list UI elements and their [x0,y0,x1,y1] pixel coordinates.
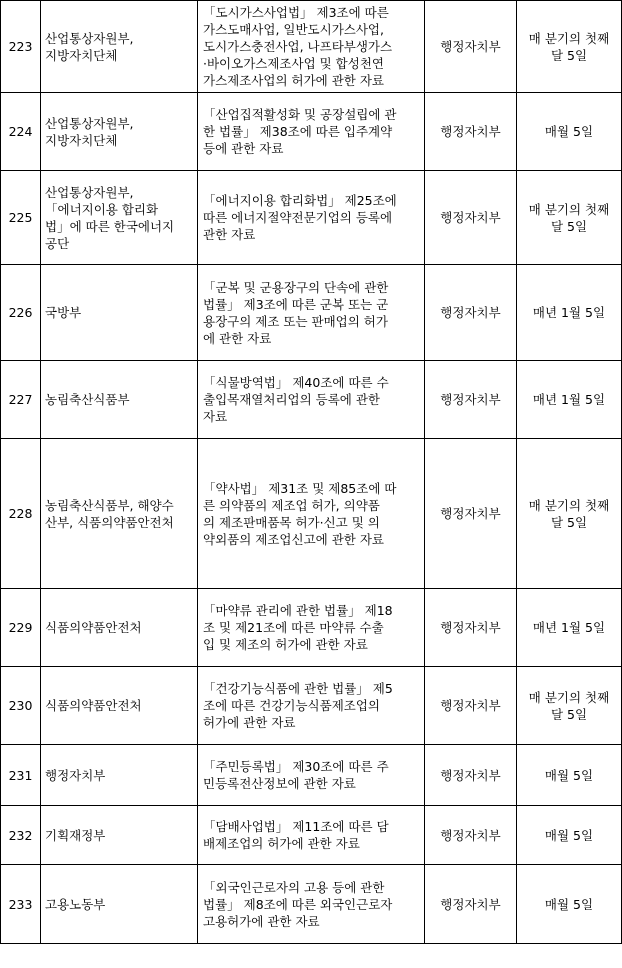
source-organization [41,667,198,745]
row-number: 230 [1,667,41,745]
provision-period [517,745,622,806]
data-description [198,361,425,439]
receiving-agency: 행정자치부 [425,265,517,361]
provision-period-line: 매년 1월 5일 [532,392,606,407]
row-number: 223 [1,1,41,93]
row-number: 229 [1,589,41,667]
data-description-line: 의 제조판매품목 허가·신고 및 의 [203,514,380,530]
data-description [198,865,425,944]
source-organization-line: 법」에 따른 한국에너지 [45,218,175,234]
source-organization [41,93,198,171]
data-description-line: 「약사법」 제31조 및 제85조에 따 [203,480,397,496]
receiving-agency: 행정자치부 [425,745,517,806]
source-organization [41,806,198,865]
provision-period [517,171,622,265]
provision-period-line: 매 분기의 첫째 [528,689,610,705]
data-description-line: 가스도매사업, 일반도시가스사업, [203,22,384,37]
receiving-agency: 행정자치부 [425,667,517,745]
table-row [1,589,622,667]
source-organization-line: 산업통상자원부, [45,184,134,200]
row-number: 225 [1,171,41,265]
data-description [198,745,425,806]
data-description-line: 「담배사업법」 제11조에 따른 담 [203,819,389,834]
data-description [198,1,425,93]
receiving-agency: 행정자치부 [425,1,517,93]
source-organization [41,439,198,589]
provision-period [517,589,622,667]
table-row [1,1,622,93]
source-organization-line: 행정자치부 [45,767,106,783]
source-organization [41,1,198,93]
source-organization [41,361,198,439]
provision-period [517,865,622,944]
receiving-agency: 행정자치부 [425,806,517,865]
provision-period-line: 매 분기의 첫째 [528,30,610,46]
table-row [1,745,622,806]
receiving-agency: 행정자치부 [425,439,517,589]
data-description-line: 「도시가스사업법」 제3조에 따른 [203,5,389,20]
table-row [1,667,622,745]
data-description-line: 허가에 관한 자료 [203,715,296,730]
data-description-line: 른 의약품의 제조업 허가, 의약품 [203,497,380,513]
provision-period [517,361,622,439]
data-description-line: 「산업집적활성화 및 공장설립에 관 [203,107,397,122]
data-description-line: 도시가스충전사업, 나프타부생가스 [203,39,393,54]
provision-period [517,806,622,865]
data-description-line: 「식물방역법」 제40조에 따른 수 [203,375,389,390]
data-description-line: 민등록전산정보에 관한 자료 [203,776,356,791]
data-description-line: 법률」 제8조에 따른 외국인근로자 [203,896,393,912]
data-description-line: 에 관한 자료 [203,330,272,346]
receiving-agency: 행정자치부 [425,361,517,439]
row-number: 224 [1,93,41,171]
source-organization-line: 농림축산식품부, 해양수 [45,497,174,513]
source-organization-line: 산업통상자원부, [45,30,134,46]
provision-period-line: 달 5일 [550,706,588,722]
data-description-line: 조에 따른 건강기능식품제조업의 [203,698,380,713]
data-description [198,265,425,361]
data-description [198,589,425,667]
table-row [1,439,622,589]
source-organization-line: 산부, 식품의약품안전처 [45,514,174,530]
data-description-line: 자료 [203,409,228,424]
provision-period [517,667,622,745]
source-organization-line: 「에너지이용 합리화 [45,201,159,217]
source-organization-line: 고용노동부 [45,896,106,912]
source-organization-line: 공단 [45,235,70,251]
source-organization [41,171,198,265]
data-description [198,806,425,865]
provision-period [517,93,622,171]
provision-period-line: 매월 5일 [544,827,594,843]
data-description-line: 등에 관한 자료 [203,141,284,156]
receiving-agency: 행정자치부 [425,589,517,667]
row-number: 228 [1,439,41,589]
receiving-agency: 행정자치부 [425,865,517,944]
data-description-line: 입 및 제조의 허가에 관한 자료 [203,637,368,652]
source-organization [41,265,198,361]
source-organization-line: 지방자치단체 [45,47,118,63]
data-description [198,93,425,171]
source-organization-line: 기획재정부 [45,827,106,843]
table-row [1,265,622,361]
data-description-line: 「건강기능식품에 관한 법률」 제5 [203,681,393,696]
source-organization [41,589,198,667]
provision-period-line: 매년 1월 5일 [532,620,606,635]
source-organization [41,865,198,944]
data-description-line: 「외국인근로자의 고용 등에 관한 [203,879,385,895]
table-row [1,171,622,265]
table-row [1,806,622,865]
source-organization [41,745,198,806]
provision-period-line: 달 5일 [550,218,588,234]
row-number: 232 [1,806,41,865]
provision-period [517,265,622,361]
data-description [198,439,425,589]
receiving-agency: 행정자치부 [425,171,517,265]
provision-period-line: 매월 5일 [544,896,594,912]
row-number: 233 [1,865,41,944]
table-row [1,865,622,944]
data-description-line: 따른 에너지절약전문기업의 등록에 [203,210,393,225]
source-organization-line: 농림축산식품부 [45,392,130,407]
source-organization-line: 식품의약품안전처 [45,620,142,635]
provision-period-line: 매 분기의 첫째 [528,497,610,513]
data-description-line: 용장구의 제조 또는 판매업의 허가 [203,313,388,329]
data-description-line: 「마약류 관리에 관한 법률」 제18 [203,603,393,618]
source-organization-line: 산업통상자원부, [45,115,134,131]
data-description-line: 조 및 제21조에 따른 마약류 수출 [203,620,384,635]
receiving-agency: 행정자치부 [425,93,517,171]
data-description-line: 「에너지이용 합리화법」 제25조에 [203,193,397,208]
data-description-line: 배제조업의 허가에 관한 자료 [203,836,360,851]
data-description [198,667,425,745]
source-organization-line: 국방부 [45,305,82,320]
data-description-line: ·바이오가스제조사업 및 합성천연 [203,56,384,71]
provision-period-line: 매월 5일 [544,767,594,783]
data-description-line: 「주민등록법」 제30조에 따른 주 [203,759,389,774]
data-description-line: 한 법률」 제38조에 따른 입주계약 [203,124,393,139]
source-organization-line: 식품의약품안전처 [45,698,142,713]
row-number: 227 [1,361,41,439]
data-description-line: 법률」 제3조에 따른 군복 또는 군 [203,296,389,312]
table-row [1,93,622,171]
provision-period-line: 매월 5일 [544,124,594,139]
row-number: 231 [1,745,41,806]
provision-period-line: 매 분기의 첫째 [528,201,610,217]
data-description-line: 약외품의 제조업신고에 관한 자료 [203,531,384,547]
data-description-line: 관한 자료 [203,227,256,242]
data-description-line: 가스제조사업의 허가에 관한 자료 [203,73,384,88]
provision-period [517,439,622,589]
data-description-line: 고용허가에 관한 자료 [203,913,320,929]
data-description-line: 「군복 및 군용장구의 단속에 관한 [203,279,389,295]
row-number: 226 [1,265,41,361]
provision-period-line: 달 5일 [550,514,588,530]
source-organization-line: 지방자치단체 [45,132,118,148]
provision-period-line: 매년 1월 5일 [532,305,606,320]
table-row [1,361,622,439]
provision-period [517,1,622,93]
data-description [198,171,425,265]
provision-period-line: 달 5일 [550,47,588,63]
table-body [1,1,622,944]
data-description-line: 출입목재열처리업의 등록에 관한 [203,392,380,407]
